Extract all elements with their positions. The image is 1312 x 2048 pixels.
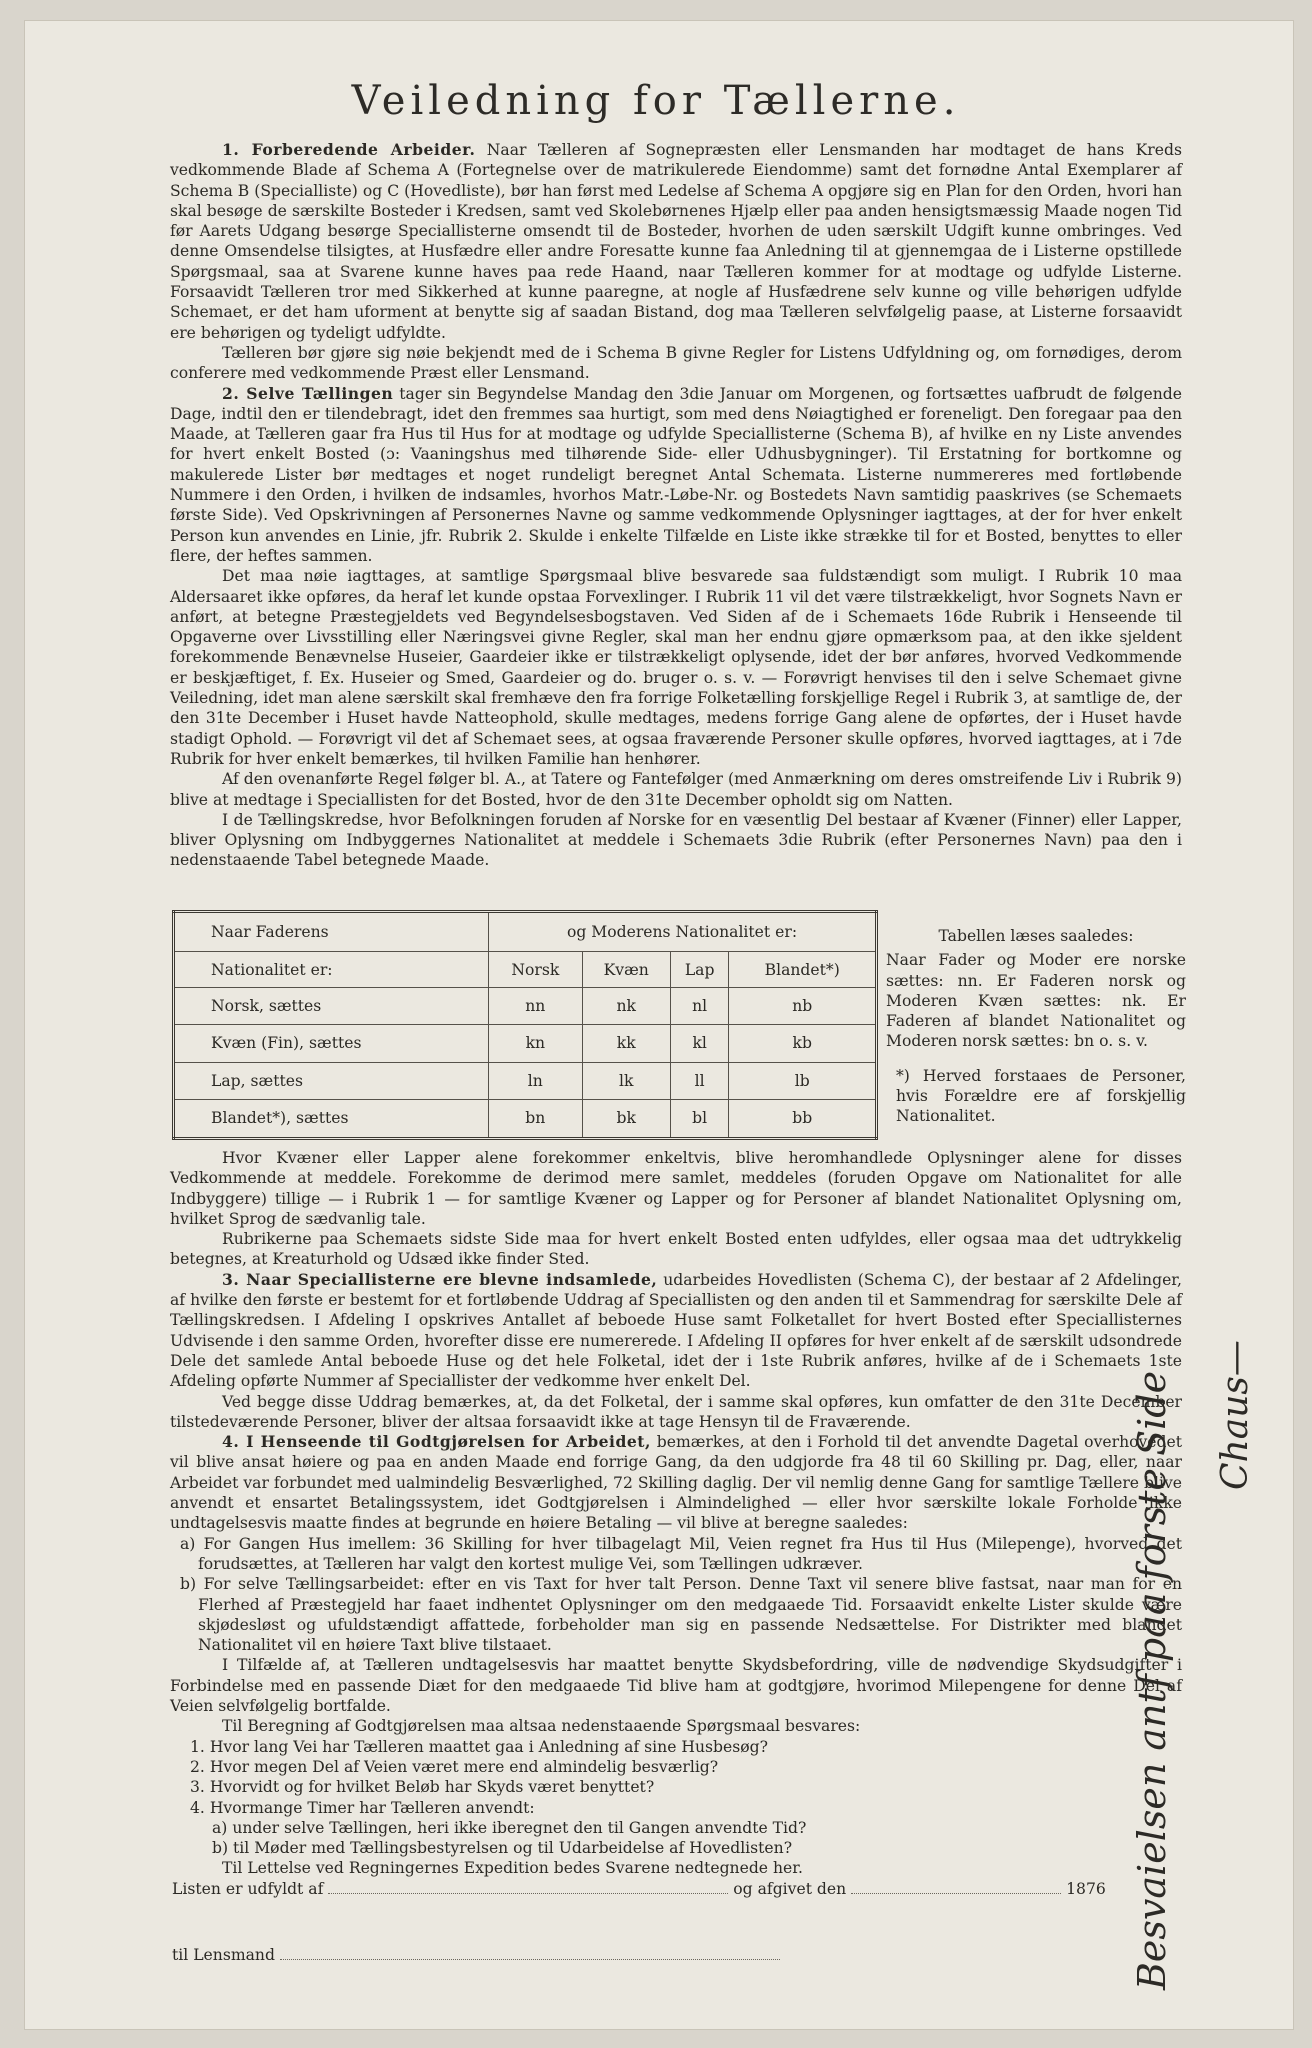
- question-4b: b) til Møder med Tællingsbestyrelsen og til Udarbeidelse af Hovedlisten?: [212, 1839, 793, 1858]
- section-4-para-1: 4. I Henseende til Godtgjørelsen for Arbeidet, bemærkes, at den i Forhold til det anvendte Dagetal overhovedet vil blive ansat høiere og paa en anden Maade end forrige Gang, da den udgjorde fra 48 til 60 Skilling pr. Dag, eller, naar Arbeidet var forbundet med ualmindelig Besværlighed, 72 Skilling daglig. Der vil nemlig denne Gang for samtlige Tællere blive anvendt et ensartet Betalingssystem, idet Godtgjørelsen i Almindelighed — eller hvor særskilte lokale Forholde ikke undtagelsesvis maatte findes at begrunde en høiere Betaling — vil blive at beregne saaledes:: [170, 1432, 1183, 1533]
- question-3: 3. Hvorvidt og for hvilket Beløb har Skyds været benyttet?: [190, 1778, 655, 1797]
- table-cell: kn: [489, 1025, 583, 1062]
- page-title: Veiledning for Tællerne.: [351, 78, 961, 124]
- table-header-mother: og Moderens Nationalitet er:: [489, 912, 877, 952]
- section-4-item-a: a) For Gangen Hus imellem: 36 Skilling for hver tilbagelagt Mil, Veien regnet fra Hus til Hus (Milepenge), hvorved det forudsættes, at Tælleren har valgt den kortest mulige Vei, som Tællingen udkræver.: [180, 1534, 1182, 1573]
- table-cell: ll: [670, 1062, 729, 1099]
- lensmand-field: [280, 1959, 780, 1960]
- footer-line-2: [172, 1946, 872, 1964]
- delivered-label: og afgivet den: [733, 1880, 847, 1898]
- table-row: [174, 1025, 877, 1062]
- table-cell: nl: [670, 988, 729, 1025]
- section-4-para-3: Til Beregning af Godtgjørelsen maa altsaa nedenstaaende Spørgsmaal besvares:: [222, 1717, 861, 1736]
- table-cell: bk: [582, 1099, 670, 1138]
- table-cell: bl: [670, 1099, 729, 1138]
- section-2-para-1: 2. Selve Tællingen tager sin Begyndelse Mandag den 3die Januar om Morgenen, og fortsættes uafbrudt de følgende Dage, indtil den er tilendebragt, idet den fremmes saa hurtigt, som med dens Nøiagtighed er foreneligt. Den foregaar paa den Maade, at Tælleren gaar fra Hus til Hus for at modtage og udfylde Speciallisterne (Schema B), af hvilke en ny Liste anvendes for hvert enkelt Bosted (ɔ: Vaaningshus med tilhørende Side- eller Udhusbygninger). Til Erstatning for bortkomne og makulerede Lister bør medtages et noget rundeligt beregnet Antal Schemata. Listerne nummereres med fortløbende Nummere i den Orden, i hvilken de indsamles, hvorhos Matr.-Løbe-Nr. og Bostedets Navn samtidig paaskrives (se Schemaets første Side). Ved Opskrivningen af Personernes Navne og samme vedkommende Oplysninger iagttages, at der for hver enkelt Person kun anvendes en Linie, jfr. Rubrik 2. Skulde i enkelte Tilfælde en Liste ikke strække til for et Bosted, benyttes to eller flere, der heftes sammen.: [170, 383, 1182, 565]
- section-1-para-1: 1. Forberedende Arbeider. Naar Tælleren af Sognepræsten eller Lensmanden har modtaget de hans Kreds vedkommende Blade af Schema A (Fortegnelse over de matrikulerede Eiendomme) samt det fornødne Antal Exemplarer af Schema B (Specialliste) og C (Hovedliste), bør han først med Ledelse af Schema A opgjøre sig en Plan for den Orden, hvori han skal besøge de særskilte Bosteder i Kredsen, samt ved Skolebørnenes Hjælp eller paa anden hensigtsmæssig Maade nogen Tid før Aarets Udgang besørge Speciallisterne omsendt til de Bosteder, hvorhen de uden særskilt Udgift kunne ombringes. Ved denne Omsendelse tilsigtes, at Husfædre eller andre Foresatte kunne faa Anledning til at gjennemgaa de i Listerne opstillede Spørgsmaal, saa at Svarene kunne haves paa rede Haand, naar Tælleren kommer for at modtage og udfylde Listerne. Forsaavidt Tælleren tror med Sikkerhed at kunne paaregne, at nogle af Husfædrene selv kunne og ville behørigen udfylde Schemaet, er det ham uforment at benytte sig af saadan Bistand, dog maa Tælleren selvfølgelig paase, at Listerne forsaavidt ere behørigen og tydeligt udfyldte.: [170, 140, 1182, 342]
- table-explanation: [886, 926, 1186, 1127]
- instruction-text-continued: [170, 1148, 1182, 1879]
- table-col-header: Blandet*): [729, 952, 877, 988]
- table-explanation-text: Naar Fader og Moder ere norske sættes: nn. Er Faderen norsk og Moderen Kvæn sættes: nk. Er Faderen af blandet Nationalitet og Moderen norsk sættes: bn o. s. v.: [886, 951, 1186, 1051]
- instruction-text: [170, 140, 1182, 871]
- table-col-header: Norsk: [489, 952, 583, 988]
- section-3-heading: 3. Naar Speciallisterne ere blevne indsamlede,: [222, 1269, 658, 1289]
- section-2-para-4: I de Tællingskredse, hvor Befolkningen foruden af Norske for en væsentlig Del bestaar af Kvæner (Finner) eller Lapper, bliver Oplysning om Indbyggernes Nationalitet at meddele i Schemaets 3die Rubrik (efter Personernes Navn) paa den i nedenstaaende Tabel betegnede Maade.: [170, 810, 1182, 870]
- filled-by-label: Listen er udfyldt af: [172, 1880, 324, 1898]
- table-cell: kk: [582, 1025, 670, 1062]
- table-header-father-2: Nationalitet er:: [174, 952, 489, 988]
- section-1-heading: 1. Forberedende Arbeider.: [222, 140, 476, 159]
- table-cell: lk: [582, 1062, 670, 1099]
- after-table-para-2: Rubrikerne paa Schemaets sidste Side maa for hvert enkelt Bosted enten udfyldes, eller ogsaa maa det udtrykkelig betegnes, at Kreaturhold og Udsæd ikke finder Sted.: [170, 1230, 1182, 1269]
- table-cell: nn: [489, 988, 583, 1025]
- section-4-heading: 4. I Henseende til Godtgjørelsen for Arbeidet,: [222, 1432, 651, 1452]
- lensmand-label: til Lensmand: [172, 1946, 275, 1964]
- table-col-header: Kvæn: [582, 952, 670, 988]
- question-4: 4. Hvormange Timer har Tælleren anvendt:: [190, 1798, 535, 1817]
- table-row-label: Lap, sættes: [174, 1062, 489, 1099]
- section-1-para-2: Tælleren bør gjøre sig nøie bekjendt med de i Schema B givne Regler for Listens Udfyldning og, om fornødiges, derom conferere med vedkommende Præst eller Lensmand.: [170, 343, 1182, 383]
- footer-line-1: [172, 1880, 1182, 1898]
- table-row-label: Norsk, sættes: [174, 988, 489, 1025]
- year-label: 1876: [1066, 1880, 1106, 1898]
- table-row: [174, 988, 877, 1025]
- table-cell: nk: [582, 988, 670, 1025]
- handwritten-signature: Chaus—: [1215, 1340, 1256, 1490]
- after-table-para-1: Hvor Kvæner eller Lapper alene forekommer enkeltvis, blive heromhandlede Oplysninger alene for disses Vedkommende at meddele. Forekomme de derimod mere samlet, meddeles (foruden Opgave om Nationalitet for alle Indbyggere) tillige — i Rubrik 1 — for samtlige Kvæner og Lapper og for Personer af blandet Nationalitet Oplysning om, hvilket Sprog de sædvanlig tale.: [170, 1149, 1182, 1228]
- table-row: [174, 1062, 877, 1099]
- table-cell: nb: [729, 988, 877, 1025]
- nationality-table: [172, 910, 878, 1140]
- section-4-item-b: b) For selve Tællingsarbeidet: efter en vis Taxt for hver talt Person. Denne Taxt vil senere blive fastsat, naar man for en Flerhed af Præstegjeld har faaet indhentet Oplysninger om den medgaaede Tid. Forsaavidt enkelte Lister skulde være skjødesløst og ufuldstændigt affattede, forbeholder man sig en passende Nedsættelse. For Distrikter med blandet Nationalitet vil en høiere Taxt blive tilstaaet.: [180, 1575, 1182, 1655]
- table-col-header: Lap: [670, 952, 729, 988]
- section-3-para-2: Ved begge disse Uddrag bemærkes, at, da det Folketal, der i samme skal opføres, kun omfatter de den 31te December tilstedeværende Personer, bliver der altsaa forsaavidt ikke at tage Hensyn til de Fraværende.: [170, 1392, 1182, 1431]
- delivered-date-field: [851, 1893, 1061, 1894]
- section-3-para-1: 3. Naar Speciallisterne ere blevne indsamlede, udarbeides Hovedlisten (Schema C), der bestaar af 2 Afdelinger, af hvilke den første er bestemt for et fortløbende Uddrag af Speciallisten og den anden til et Sammendrag for særskilte Dele af Tællingskredsen. I Afdeling I opskrives Antallet af beboede Huse samt Folketallet for hvert Bosted efter Speciallisternes Udvisende i den samme Orden, hvorefter disse ere numererede. I Afdeling II opføres for hver enkelt af de særskilt udsondrede Dele det samlede Antal beboede Huse og det hele Folketal, idet der i 1ste Rubrik anføres, hvilke af de i Schemaets 1ste Afdeling opførte Nummer af Speciallister der vedkomme hver enkelt Del.: [170, 1269, 1182, 1391]
- section-2-heading: 2. Selve Tællingen: [222, 383, 394, 403]
- table-cell: bn: [489, 1099, 583, 1138]
- question-2: 2. Hvor megen Del af Veien været mere end almindelig besværlig?: [190, 1757, 719, 1776]
- filled-by-field: [328, 1893, 728, 1894]
- table-cell: lb: [729, 1062, 877, 1099]
- section-2-para-3: Af den ovenanførte Regel følger bl. A., at Tatere og Fantefølger (med Anmærkning om deres omstreifende Liv i Rubrik 9) blive at medtage i Speciallisten for det Bosted, hvor de den 31te December opholdt sig om Natten.: [170, 770, 1182, 809]
- table-header-father-1: Naar Faderens: [174, 912, 489, 952]
- question-4a: a) under selve Tællingen, heri ikke iberegnet den til Gangen anvendte Tid?: [212, 1818, 807, 1837]
- table-row-label: Blandet*), sættes: [174, 1099, 489, 1138]
- table-cell: kb: [729, 1025, 877, 1062]
- table-explanation-heading: Tabellen læses saaledes:: [938, 927, 1134, 945]
- table-footnote: *) Herved forstaaes de Personer, hvis Forældre ere af forskjellig Nationalitet.: [896, 1066, 1186, 1126]
- table-cell: kl: [670, 1025, 729, 1062]
- section-2-para-2: Det maa nøie iagttages, at samtlige Spørgsmaal blive besvarede saa fuldstændigt som muligt. I Rubrik 10 maa Aldersaaret ikke opføres, da heraf let kunde opstaa Forvexlinger. I Rubrik 11 vil det være tilstrækkeligt, hvor Sognets Navn er anført, at betegne Præstegjeldets ved Begyndelsesbogstaven. Ved Siden af de i Schemaets 16de Rubrik i Henseende til Opgaverne over Livsstilling eller Næringsvei givne Regler, skal man her endnu gjøre opmærksom paa, at den ikke sjeldent forekommende Benævnelse Huseier, Gaardeier ikke er tilstrækkeligt oplysende, idet der bør anføres, hvorved Vedkommende er beskjæftiget, f. Ex. Huseier og Smed, Gaardeier og do. bruger o. s. v. — Forøvrigt henvises til den i selve Schemaet givne Veiledning, idet man alene særskilt skal fremhæve den fra forrige Folketælling forskjellige Regel i Rubrik 3, at samtlige de, der den 31te December i Huset havde Natteophold, skulle medtages, medens forrige Gang alene de opførtes, der i Huset havde stadigt Ophold. — Forøvrigt vil det af Schemaet sees, at ogsaa fraværende Personer skulle opføres, hvorved iagttages, at i 7de Rubrik for hver enkelt bemærkes, til hvilken Familie han henhører.: [170, 567, 1182, 768]
- table-row: [174, 1099, 877, 1138]
- section-4-para-2: I Tilfælde af, at Tælleren undtagelsesvis har maattet benytte Skydsbefordring, ville de nødvendige Skydsudgifter i Forbindelse med en passende Diæt for den medgaaede Tid blive ham at godtgjøre, hvorimod Milepengene for denne Del af Veien selvfølgelig bortfalde.: [170, 1656, 1182, 1716]
- table-row-label: Kvæn (Fin), sættes: [174, 1025, 489, 1062]
- section-4-para-4: Til Lettelse ved Regningernes Expedition bedes Svarene nedtegnede her.: [222, 1859, 803, 1878]
- handwritten-note: Besvaielsen antf paa forste Side: [1130, 1370, 1174, 1990]
- table-cell: ln: [489, 1062, 583, 1099]
- table-cell: bb: [729, 1099, 877, 1138]
- question-1: 1. Hvor lang Vei har Tælleren maattet gaa i Anledning af sine Husbesøg?: [190, 1737, 768, 1756]
